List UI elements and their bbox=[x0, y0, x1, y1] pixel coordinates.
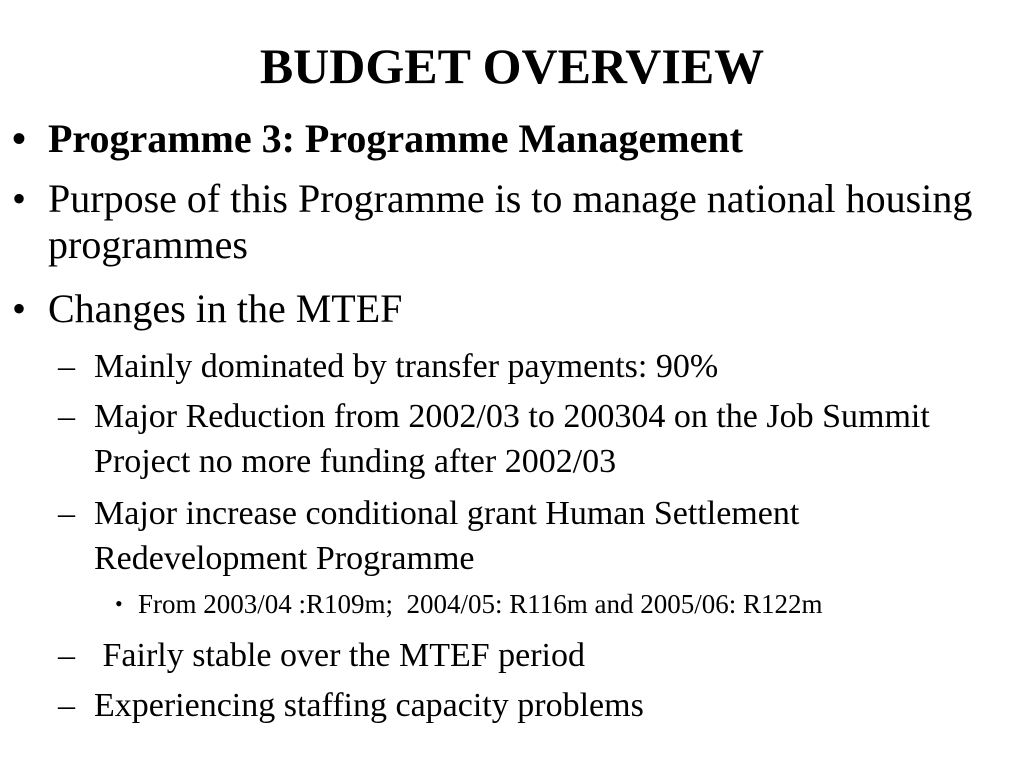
sub-bullet-transfer-payments bbox=[58, 344, 994, 389]
dash-marker: – bbox=[58, 687, 75, 724]
sub-bullet-fairly-stable bbox=[58, 633, 994, 678]
bullet-text: Purpose of this Programme is to manage national housing programmes bbox=[48, 176, 973, 267]
dash-marker: – bbox=[58, 637, 75, 674]
bullet-programme-3 bbox=[12, 116, 978, 162]
sub-bullet-major-increase bbox=[58, 491, 944, 581]
sub-bullet-text: Fairly stable over the MTEF period bbox=[94, 637, 586, 674]
bullet-text: Programme 3: Programme Management bbox=[48, 116, 743, 161]
bullet-marker: • bbox=[12, 286, 27, 331]
dash-marker: – bbox=[58, 495, 75, 532]
bullet-changes-mtef bbox=[12, 286, 978, 332]
sub-bullet-text: Major increase conditional grant Human Settlement Redevelopment Programme bbox=[94, 495, 800, 577]
sub-bullet-staffing bbox=[58, 683, 994, 728]
bullet-purpose bbox=[12, 176, 978, 268]
sub-bullet-text: Major Reduction from 2002/03 to 200304 on the Job Summit Project no more funding after 2002/03 bbox=[94, 398, 930, 480]
sub-sub-bullet-funding-figures bbox=[115, 587, 1018, 621]
sub-bullet-major-reduction bbox=[58, 394, 964, 484]
bullet-marker: • bbox=[12, 116, 27, 161]
sub-bullet-text: Experiencing staffing capacity problems bbox=[94, 687, 644, 724]
bullet-marker: • bbox=[115, 591, 123, 616]
dash-marker: – bbox=[58, 398, 75, 435]
sub-bullet-text: Mainly dominated by transfer payments: 90% bbox=[94, 348, 719, 385]
sub-sub-bullet-text: From 2003/04 :R109m; 2004/05: R116m and 2005/06: R122m bbox=[138, 589, 823, 619]
slide-title: BUDGET OVERVIEW bbox=[259, 38, 765, 94]
bullet-text: Changes in the MTEF bbox=[48, 286, 403, 331]
dash-marker: – bbox=[58, 348, 75, 385]
bullet-marker: • bbox=[12, 176, 27, 221]
